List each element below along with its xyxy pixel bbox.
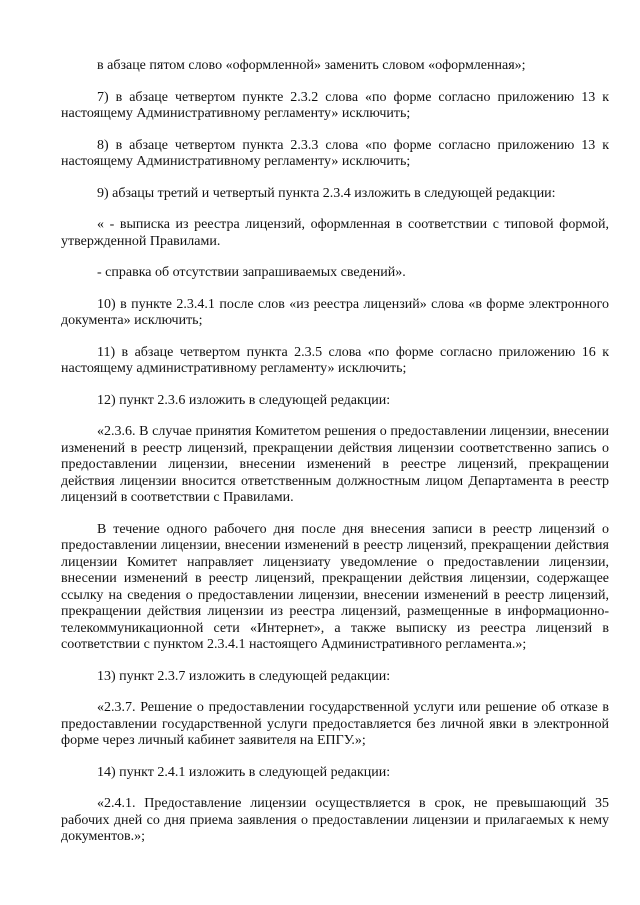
paragraph-10: «2.3.6. В случае принятия Комитетом решения о предоставлении лицензии, внесении изменений в реестр лицензий, прекращении действия лицензии соответственно запись о предоставлении лицензии, внесении изменений в реестре лицензий, прекращении действия лицензии вносится ответственным должностным лицом Департамента в реестр лицензий в соответствии с Правилами. bbox=[61, 424, 609, 505]
paragraph-4: 9) абзацы третий и четвертый пункта 2.3.4 изложить в следующей редакции: bbox=[97, 185, 556, 201]
paragraph-14: 14) пункт 2.4.1 изложить в следующей редакции: bbox=[97, 764, 391, 780]
paragraph-5: « - выписка из реестра лицензий, оформленная в соответствии с типовой формой, утвержденной Правилами. bbox=[61, 217, 609, 249]
paragraph-3: 8) в абзаце четвертом пункта 2.3.3 слова «по форме согласно приложению 13 к настоящему Административному регламенту» исключить; bbox=[61, 137, 609, 169]
paragraph-15: «2.4.1. Предоставление лицензии осуществляется в срок, не превышающий 35 рабочих дней со дня приема заявления о предоставлении лицензии и прилагаемых к нему документов.»; bbox=[61, 796, 609, 844]
paragraph-8: 11) в абзаце четвертом пункта 2.3.5 слова «по форме согласно приложению 16 к настоящему административному регламенту» исключить; bbox=[61, 344, 609, 376]
paragraph-9: 12) пункт 2.3.6 изложить в следующей редакции: bbox=[97, 392, 391, 408]
paragraph-6: - справка об отсутствии запрашиваемых сведений». bbox=[97, 265, 406, 280]
paragraph-12: 13) пункт 2.3.7 изложить в следующей редакции: bbox=[97, 668, 391, 684]
paragraph-7: 10) в пункте 2.3.4.1 после слов «из реестра лицензий» слова «в форме электронного документа» исключить; bbox=[61, 296, 609, 328]
paragraph-13: «2.3.7. Решение о предоставлении государственной услуги или решение об отказе в предоставлении государственной услуги предоставляется без личной явки в электронной форме через личный кабинет заявителя на ЕПГУ.»; bbox=[61, 700, 609, 748]
paragraph-2: 7) в абзаце четвертом пункте 2.3.2 слова «по форме согласно приложению 13 к настоящему Административному регламенту» исключить; bbox=[61, 89, 609, 121]
document-page bbox=[61, 58, 609, 861]
paragraph-1: в абзаце пятом слово «оформленной» заменить словом «оформленная»; bbox=[97, 58, 526, 73]
paragraph-11: В течение одного рабочего дня после дня внесения записи в реестр лицензий о предоставлении лицензии, внесении изменений в реестр лицензий, прекращении действия лицензии Комитет направляет лицензиату уведомление о предоставлении лицензии, внесении изменений в реестр лицензий, прекращении действия лицензии, содержащее ссылку на сведения о предоставлении лицензии, внесении изменений в реестр лицензий, прекращении действия лицензии из реестра лицензий, размещенные в информационно-телекоммуникационной сети «Интернет», а также выписку из реестра лицензий в соответствии с пунктом 2.3.4.1 настоящего Административного регламента.»; bbox=[61, 521, 609, 652]
